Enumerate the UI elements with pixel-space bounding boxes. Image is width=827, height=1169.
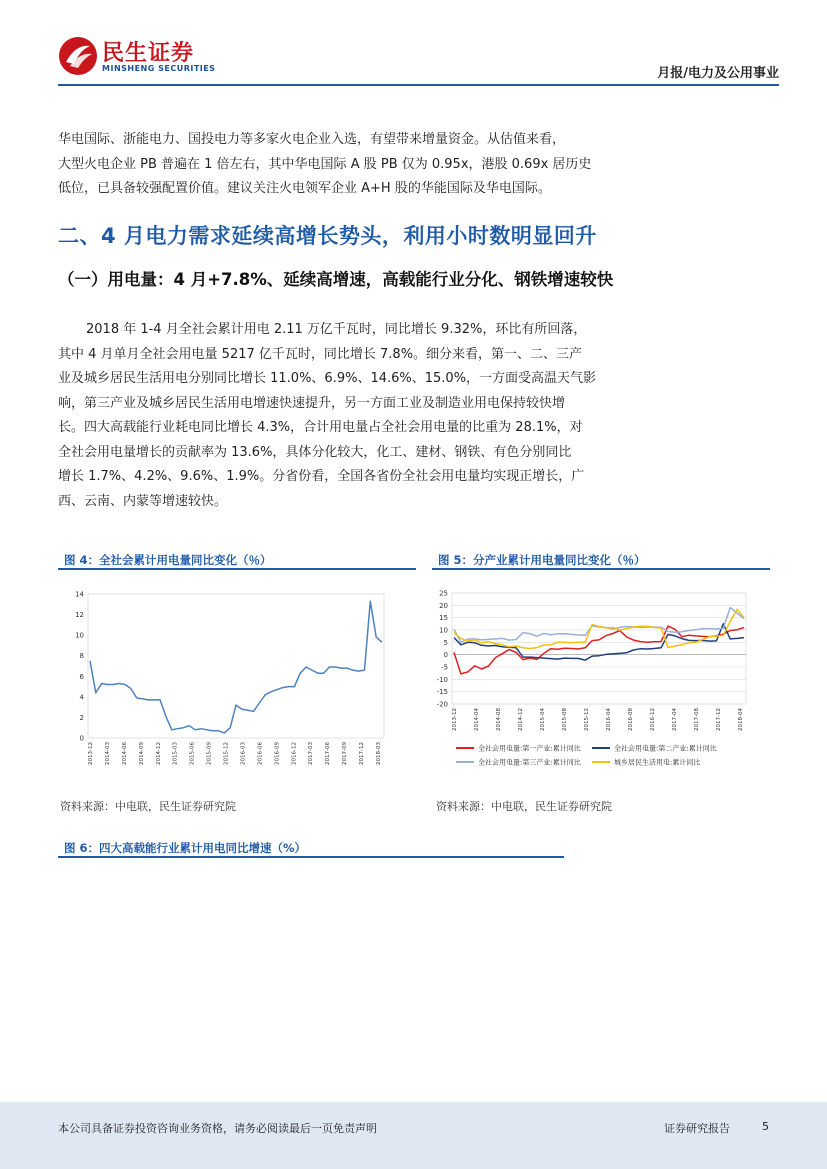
body-paragraph (58, 318, 780, 514)
x-tick-label: 2015-04 (540, 708, 546, 731)
figure4-svg (62, 576, 407, 776)
x-tick-label: 2017-03 (308, 742, 315, 765)
logo-chinese-name: 民生证券 (102, 41, 195, 66)
body-line: 业及城乡居民生活用电分别同比增长 11.0%、6.9%、14.6%、15.0%，一方面受高温天气影 (58, 371, 597, 386)
series-line-3 (454, 608, 744, 643)
body-line: 全社会用电量增长的贡献率为 13.6%，具体分化较大，化工、建材、钢铁、有色分别同比 (58, 444, 572, 460)
y-tick-label: 4 (79, 693, 84, 702)
x-tick-label: 2017-09 (342, 742, 349, 765)
y-tick-label: 12 (75, 611, 84, 620)
section-heading: 二、4 月电力需求延续高增长势头，利用小时数明显回升 (58, 224, 597, 248)
y-tick-label: 5 (443, 638, 448, 647)
y-tick-label: 0 (79, 734, 84, 743)
x-tick-label: 2017-12 (359, 742, 366, 765)
legend-label: 全社会用电量:第三产业:累计同比 (478, 758, 581, 767)
x-tick-label: 2017-06 (325, 742, 332, 765)
body-line: 其中 4 月单月全社会用电量 5217 亿千瓦时，同比增长 7.8%。细分来看，第一、二、三产 (58, 346, 583, 362)
figure5-title: 图 5：分产业累计用电量同比变化（％） (438, 553, 646, 567)
footer-report-label: 证券研究报告 (664, 1122, 730, 1135)
legend-label: 全社会用电量:第二产业:累计同比 (614, 744, 717, 753)
x-tick-label: 2015-03 (172, 742, 179, 765)
x-tick-label: 2015-08 (562, 708, 568, 731)
x-tick-label: 2014-04 (474, 708, 480, 731)
figure4-title: 图 4：全社会累计用电量同比变化（％） (64, 553, 272, 567)
y-tick-label: 0 (443, 651, 448, 660)
figure4-source: 资料来源：中电联，民生证券研究院 (60, 800, 236, 813)
page-number: 5 (762, 1120, 769, 1133)
company-logo (58, 34, 218, 80)
x-tick-label: 2015-12 (584, 708, 590, 731)
intro-line: 华电国际、浙能电力、国投电力等多家火电企业入选，有望带来增量资金。从估值来看， (58, 132, 566, 147)
body-line: 西、云南、内蒙等增速较快。 (58, 493, 228, 509)
y-tick-label: -20 (436, 700, 448, 709)
x-tick-label: 2016-06 (257, 742, 264, 765)
intro-line: 大型火电企业 PB 普遍在 1 倍左右，其中华电国际 A 股 PB 仅为 0.95x，港股 0.69x 居历史 (58, 156, 592, 172)
figure6-title-rule (58, 856, 564, 858)
x-tick-label: 2016-08 (628, 708, 634, 731)
x-tick-label: 2014-06 (121, 742, 128, 765)
x-tick-label: 2015-09 (206, 742, 213, 765)
figure5-source: 资料来源：中电联，民生证券研究院 (436, 800, 612, 813)
minsheng-logo-icon (58, 36, 98, 76)
x-tick-label: 2016-04 (606, 708, 612, 731)
y-tick-label: -10 (436, 675, 448, 684)
plot-frame (452, 593, 746, 704)
x-tick-label: 2016-12 (650, 708, 656, 731)
x-tick-label: 2015-06 (189, 742, 196, 765)
body-line: 长。四大高载能行业耗电同比增长 4.3%，合计用电量占全社会用电量的比重为 28.1%，对 (58, 420, 583, 435)
x-tick-label: 2014-03 (104, 742, 111, 765)
body-line: 2018 年 1-4 月全社会累计用电 2.11 万亿千瓦时，同比增长 9.32%，环比有所回落， (86, 322, 587, 337)
y-tick-label: 10 (75, 631, 84, 640)
page-footer (0, 1102, 827, 1169)
plot-frame (88, 594, 384, 738)
series-line-1 (90, 601, 382, 733)
x-tick-label: 2017-04 (672, 708, 678, 731)
x-tick-label: 2016-03 (240, 742, 247, 765)
y-tick-label: 15 (439, 614, 448, 623)
x-tick-label: 2014-08 (496, 708, 502, 731)
intro-line: 低位，已具备较强配置价值。建议关注火电领军企业 A+H 股的华能国际及华电国际。 (58, 181, 551, 196)
subsection-heading: （一）用电量：4 月+7.8%、延续高增速，高载能行业分化、钢铁增速较快 (58, 270, 614, 289)
x-tick-label: 2018-04 (738, 708, 744, 731)
x-tick-label: 2018-03 (376, 742, 382, 765)
x-tick-label: 2014-12 (155, 742, 162, 765)
y-tick-label: -5 (441, 663, 448, 672)
intro-paragraph (58, 128, 780, 202)
report-type-title: 月报/电力及公用事业 (657, 66, 779, 81)
y-tick-label: 25 (439, 589, 448, 598)
y-tick-label: 14 (75, 590, 84, 599)
page-header (0, 0, 827, 92)
y-tick-label: 20 (439, 601, 448, 610)
logo-english-name: MINSHENG SECURITIES (102, 64, 216, 73)
x-tick-label: 2013-12 (452, 708, 458, 731)
body-line: 响，第三产业及城乡居民生活用电增速快速提升，另一方面工业及制造业用电保持较快增 (58, 395, 566, 411)
figure5-chart (424, 576, 764, 776)
y-tick-label: 10 (439, 626, 448, 635)
y-tick-label: 2 (79, 713, 84, 722)
x-tick-label: 2015-12 (223, 742, 230, 765)
y-tick-label: -15 (436, 688, 448, 697)
figure5-svg (424, 576, 764, 776)
x-tick-label: 2016-09 (274, 742, 281, 765)
x-tick-label: 2013-12 (88, 742, 94, 765)
body-line: 增长 1.7%、4.2%、9.6%、1.9%。分省份看，全国各省份全社会用电量均实现正增长，广 (58, 469, 585, 484)
x-tick-label: 2014-12 (518, 708, 524, 731)
header-divider (58, 84, 779, 86)
x-tick-label: 2014-09 (138, 742, 145, 765)
y-tick-label: 8 (79, 652, 84, 661)
figure6-title: 图 6：四大高载能行业累计用电同比增速（%） (64, 841, 307, 855)
figure5-title-rule (432, 568, 770, 570)
x-tick-label: 2017-12 (716, 708, 722, 731)
x-tick-label: 2017-08 (694, 708, 700, 731)
x-tick-label: 2016-12 (291, 742, 298, 765)
figure4-title-rule (58, 568, 416, 570)
figure4-chart (62, 576, 407, 776)
legend-label: 全社会用电量:第一产业:累计同比 (478, 744, 581, 753)
y-tick-label: 6 (79, 672, 84, 681)
footer-disclaimer: 本公司具备证券投资咨询业务资格，请务必阅读最后一页免责声明 (58, 1122, 377, 1135)
legend-label: 城乡居民生活用电:累计同比 (614, 758, 701, 767)
